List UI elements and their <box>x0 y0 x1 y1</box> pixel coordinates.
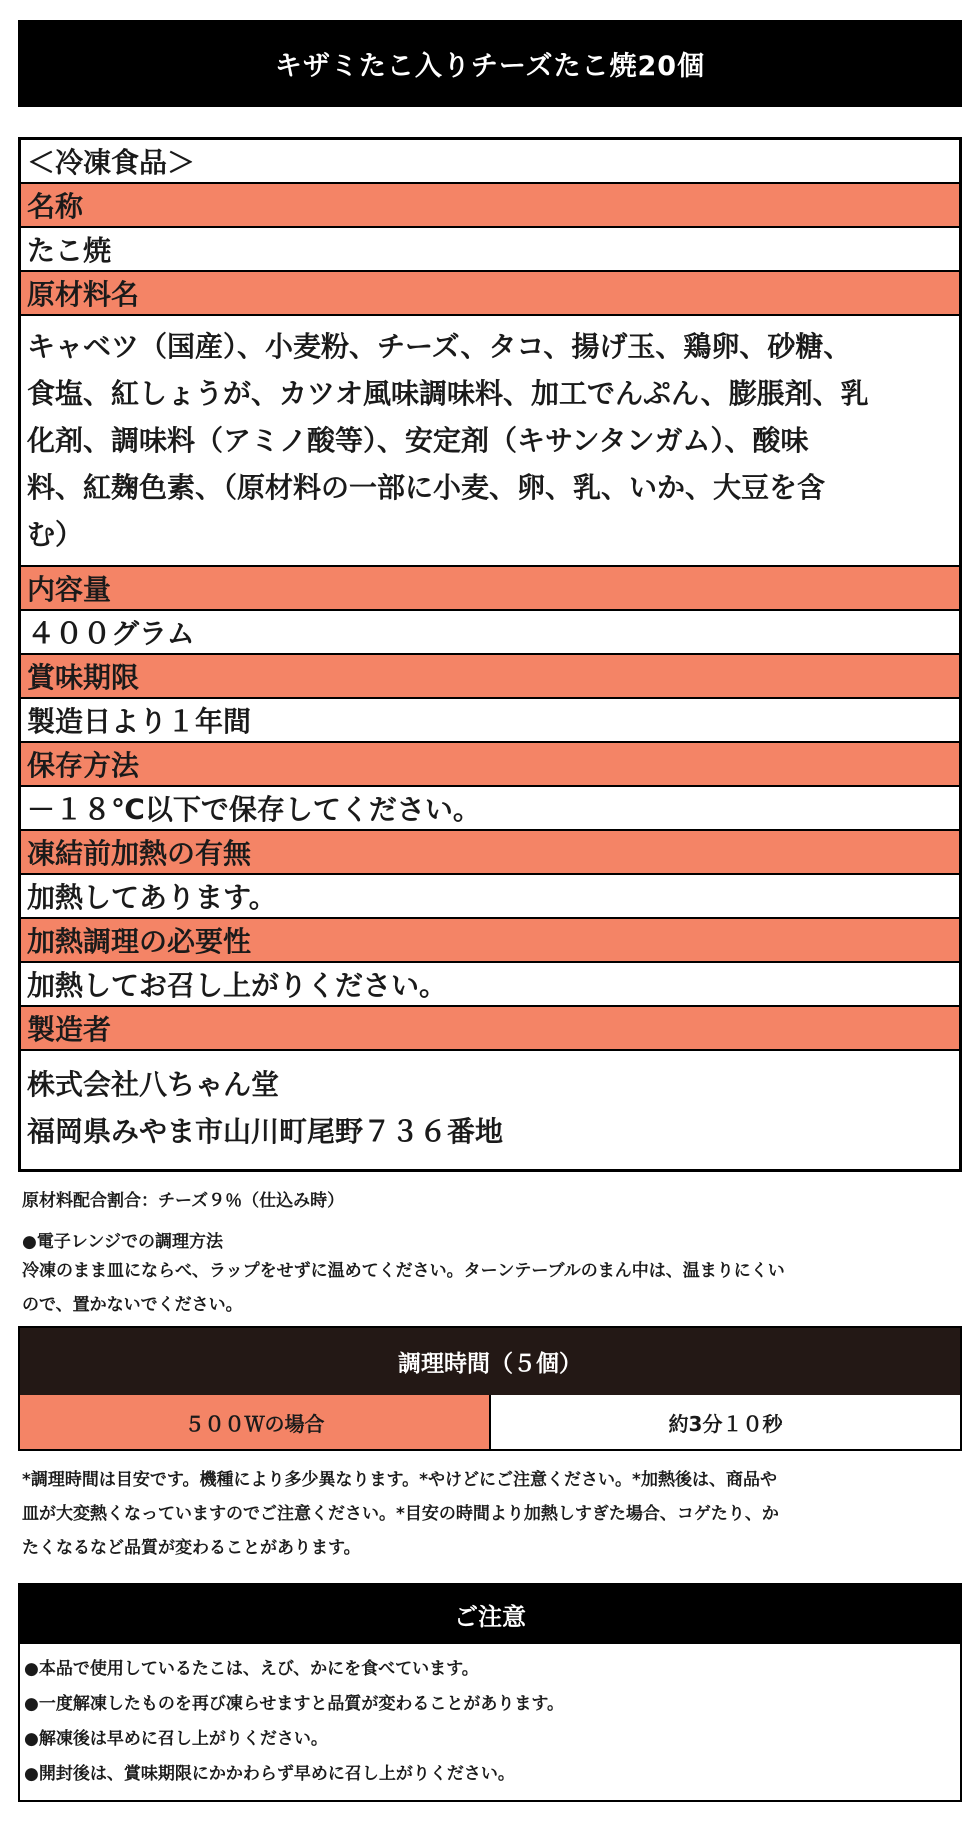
cooking-caution-notes <box>18 1463 962 1565</box>
attention-item: ●本品で使用しているたこは、えび、かにを食べています。 <box>24 1659 479 1679</box>
expiry-value: 製造日より１年間 <box>27 705 252 738</box>
name-value-row <box>21 228 959 272</box>
category-row <box>21 140 959 184</box>
ingredients-heading: 原材料名 <box>27 278 140 311</box>
expiry-value-row <box>21 699 959 743</box>
preheat-heading-row <box>21 831 959 875</box>
attention-list <box>20 1644 960 1800</box>
cooking-need-heading-row <box>21 919 959 963</box>
time-text: 約3分１０秒 <box>668 1411 783 1436</box>
caution-line: 皿が大変熱くなっていますのでご注意ください。*目安の時間より加熱しすぎた場合、コゲたり、か <box>22 1504 779 1524</box>
microwave-line: ので、置かないでください。 <box>22 1295 243 1315</box>
cooking-time-heading-text: 調理時間（５個） <box>398 1351 582 1377</box>
time-cell <box>491 1395 960 1449</box>
name-value: たこ焼 <box>27 234 112 267</box>
ingredients-heading-row <box>21 272 959 316</box>
attention-heading-bar <box>20 1585 960 1644</box>
preheat-value: 加熱してあります。 <box>27 881 277 914</box>
ingredients-value-row <box>21 316 959 567</box>
ingredients-line: キャベツ（国産）、小麦粉、チーズ、タコ、揚げ玉、鶏卵、砂糖、 <box>27 330 852 363</box>
microwave-instructions <box>18 1254 962 1322</box>
ingredients-line: 料、紅麹色素、（原材料の一部に小麦、卵、乳、いか、大豆を含 <box>27 471 826 504</box>
name-heading-row <box>21 184 959 228</box>
product-label-page <box>18 20 962 1802</box>
content-heading: 内容量 <box>27 573 112 606</box>
preheat-value-row <box>21 875 959 919</box>
attention-heading: ご注意 <box>454 1603 526 1631</box>
expiry-heading: 賞味期限 <box>27 661 140 694</box>
microwave-heading: ●電子レンジでの調理方法 <box>22 1232 223 1252</box>
category-text: ＜冷凍食品＞ <box>27 146 196 179</box>
product-title: キザミたこ入りチーズたこ焼20個 <box>274 51 706 82</box>
ingredients-line: 食塩、紅しょうが、カツオ風味調味料、加工でんぷん、膨脹剤、乳 <box>27 377 869 410</box>
attention-box <box>18 1583 962 1802</box>
ingredients-line: 化剤、調味料（アミノ酸等）、安定剤（キサンタンガム）、酸味 <box>27 424 809 457</box>
wattage-text: ５００Ｗの場合 <box>184 1411 325 1436</box>
expiry-heading-row <box>21 655 959 699</box>
content-value-row <box>21 611 959 655</box>
attention-item: ●解凍後は早めに召し上がりください。 <box>24 1729 328 1749</box>
cooking-need-value-row <box>21 963 959 1007</box>
maker-heading-row <box>21 1007 959 1051</box>
content-heading-row <box>21 567 959 611</box>
caution-line: たくなるなど品質が変わることがあります。 <box>22 1538 361 1558</box>
maker-line: 株式会社八ちゃん堂 <box>27 1068 280 1101</box>
food-label-table <box>18 137 962 1172</box>
attention-item: ●一度解凍したものを再び凍らせますと品質が変わることがあります。 <box>24 1694 564 1714</box>
maker-line: 福岡県みやま市山川町尾野７３６番地 <box>27 1115 504 1148</box>
name-heading: 名称 <box>27 190 84 223</box>
cooking-time-table <box>18 1326 962 1451</box>
maker-heading: 製造者 <box>27 1013 112 1046</box>
attention-item: ●開封後は、賞味期限にかかわらず早めに召し上がりください。 <box>24 1764 515 1784</box>
ratio-note: 原材料配合割合：チーズ９％（仕込み時） <box>22 1191 345 1211</box>
cooking-need-heading: 加熱調理の必要性 <box>27 925 252 958</box>
caution-line: *調理時間は目安です。機種により多少異なります。*やけどにご注意ください。*加熱後は、商品や <box>22 1470 777 1490</box>
cooking-time-row <box>20 1395 960 1449</box>
storage-heading-row <box>21 743 959 787</box>
cooking-time-heading <box>20 1328 960 1395</box>
maker-value-row <box>21 1051 959 1169</box>
cooking-need-value: 加熱してお召し上がりください。 <box>27 969 448 1002</box>
storage-heading: 保存方法 <box>27 749 140 782</box>
storage-value: －１８℃以下で保存してください。 <box>27 793 481 826</box>
content-value: ４００グラム <box>27 617 195 650</box>
preheat-heading: 凍結前加熱の有無 <box>27 837 252 870</box>
microwave-line: 冷凍のまま皿にならべ、ラップをせずに温めてください。ターンテーブルのまん中は、温まりにくい <box>22 1261 785 1281</box>
ingredients-line: む） <box>27 518 84 551</box>
wattage-cell <box>20 1395 491 1449</box>
storage-value-row <box>21 787 959 831</box>
product-title-bar <box>18 20 962 107</box>
